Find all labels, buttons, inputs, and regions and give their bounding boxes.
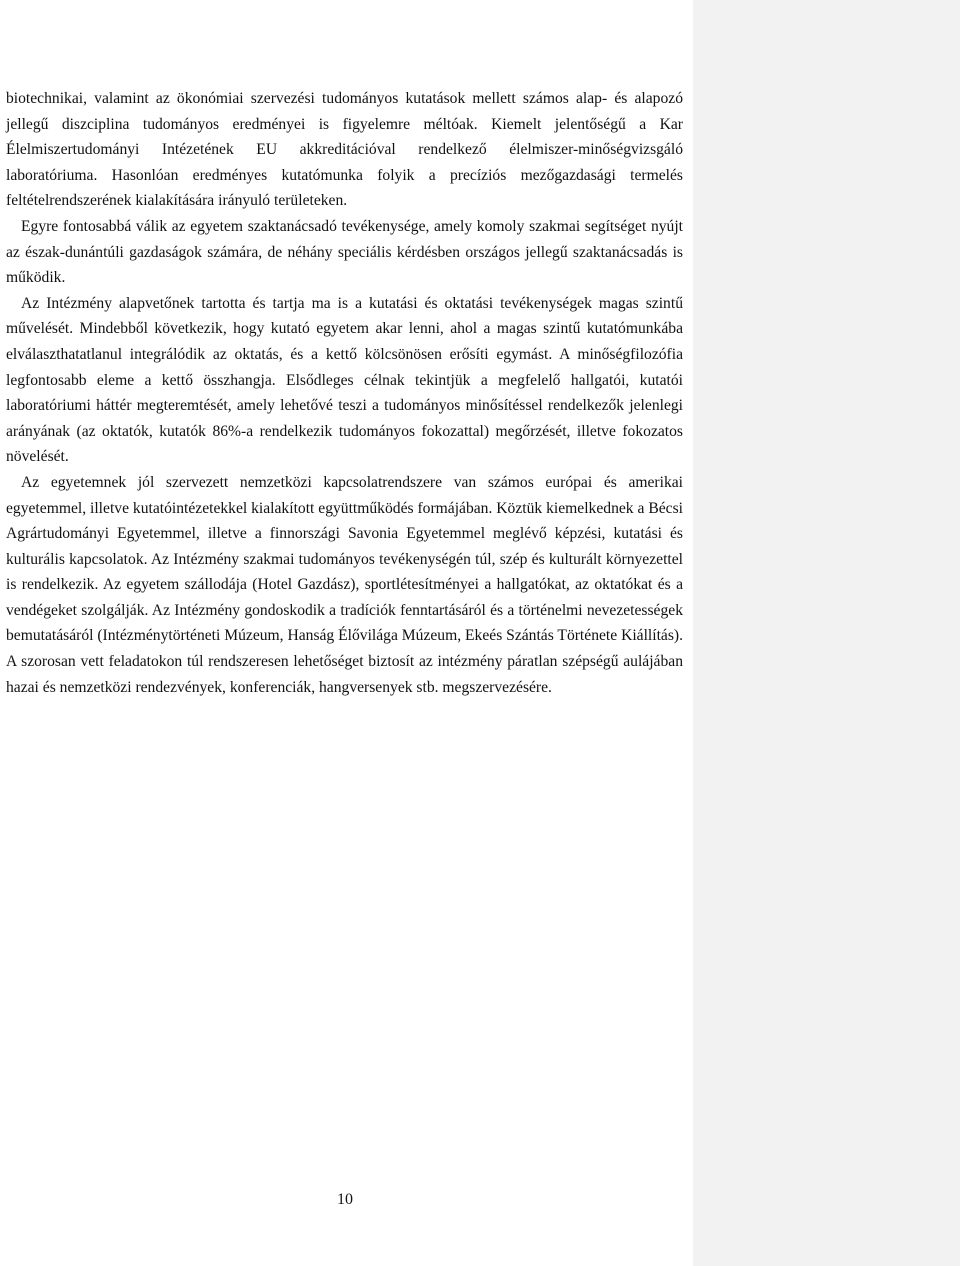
body-text: [6, 86, 683, 700]
paragraph-international: Az egyetemnek jól szervezett nemzetközi kapcsolatrendszere van számos európai és amerikai egyetemmel, illetve kutatóintézetekkel kialakított együttműködés formájában. Köztük kiemelkednek a Bécsi Agrártudományi Egyetemmel, illetve a finnországi Savonia Egyetemmel meglévő képzési, kutatási és kulturális kapcsolatok. Az Intézmény szakmai tudományos tevékenységén túl, szép és kulturált környezettel is rendelkezik. Az egyetem szállodája (Hotel Gazdász), sportlétesítményei a hallgatókat, az oktatókat és a vendégeket szolgálják. Az Intézmény gondoskodik a tradíciók fenntartásáról és a történelmi nevezetességek bemutatásáról (Intézménytörténeti Múzeum, Hanság Élővilága Múzeum, Ekeés Szántás Története Kiállítás). A szorosan vett feladatokon túl rendszeresen lehetőséget biztosít az intézmény páratlan szépségű aulájában hazai és nemzetközi rendezvények, konferenciák, hangversenyek stb. megszervezésére.: [6, 473, 683, 696]
paragraph-quality: Az Intézmény alapvetőnek tartotta és tartja ma is a kutatási és oktatási tevékenységek magas szintű művelését. Mindebből következik, hogy kutató egyetem akar lenni, ahol a magas szintű kutatómunkába elválaszthatatlanul integrálódik az oktatás, és a kettő kölcsönösen erősíti egymást. A minőségfilozófia legfontosabb eleme a kettő összhangja. Elsődleges célnak tekintjük a megfelelő hallgatói, kutatói laboratóriumi háttér megteremtését, amely lehetővé teszi a tudományos minősítéssel rendelkezők jelenlegi arányának (az oktatók, kutatók 86%-a rendelkezik tudományos fokozattal) megőrzését, illetve fokozatos növelését.: [6, 294, 683, 466]
page-number: 10: [337, 1191, 353, 1208]
comment-margin-panel: [693, 0, 960, 1266]
paragraph-advisory: Egyre fontosabbá válik az egyetem szaktanácsadó tevékenysége, amely komoly szakmai segítséget nyújt az észak-dunántúli gazdaságok számára, de néhány speciális kérdésben országos jellegű szaktanácsadás is működik.: [6, 217, 683, 287]
paragraph-research: biotechnikai, valamint az ökonómiai szervezési tudományos kutatások mellett számos alap- és alapozó jellegű diszciplina tudományos eredményei is figyelemre méltóak. Kiemelt jelentőségű a Kar Élelmiszertudományi Intézetének EU akkreditációval rendelkező élelmiszer-minőségvizsgáló laboratóriuma. Hasonlóan eredményes kutatómunka folyik a precíziós mezőgazdasági termelés feltételrendszerének kialakítására irányuló területeken.: [6, 90, 683, 210]
